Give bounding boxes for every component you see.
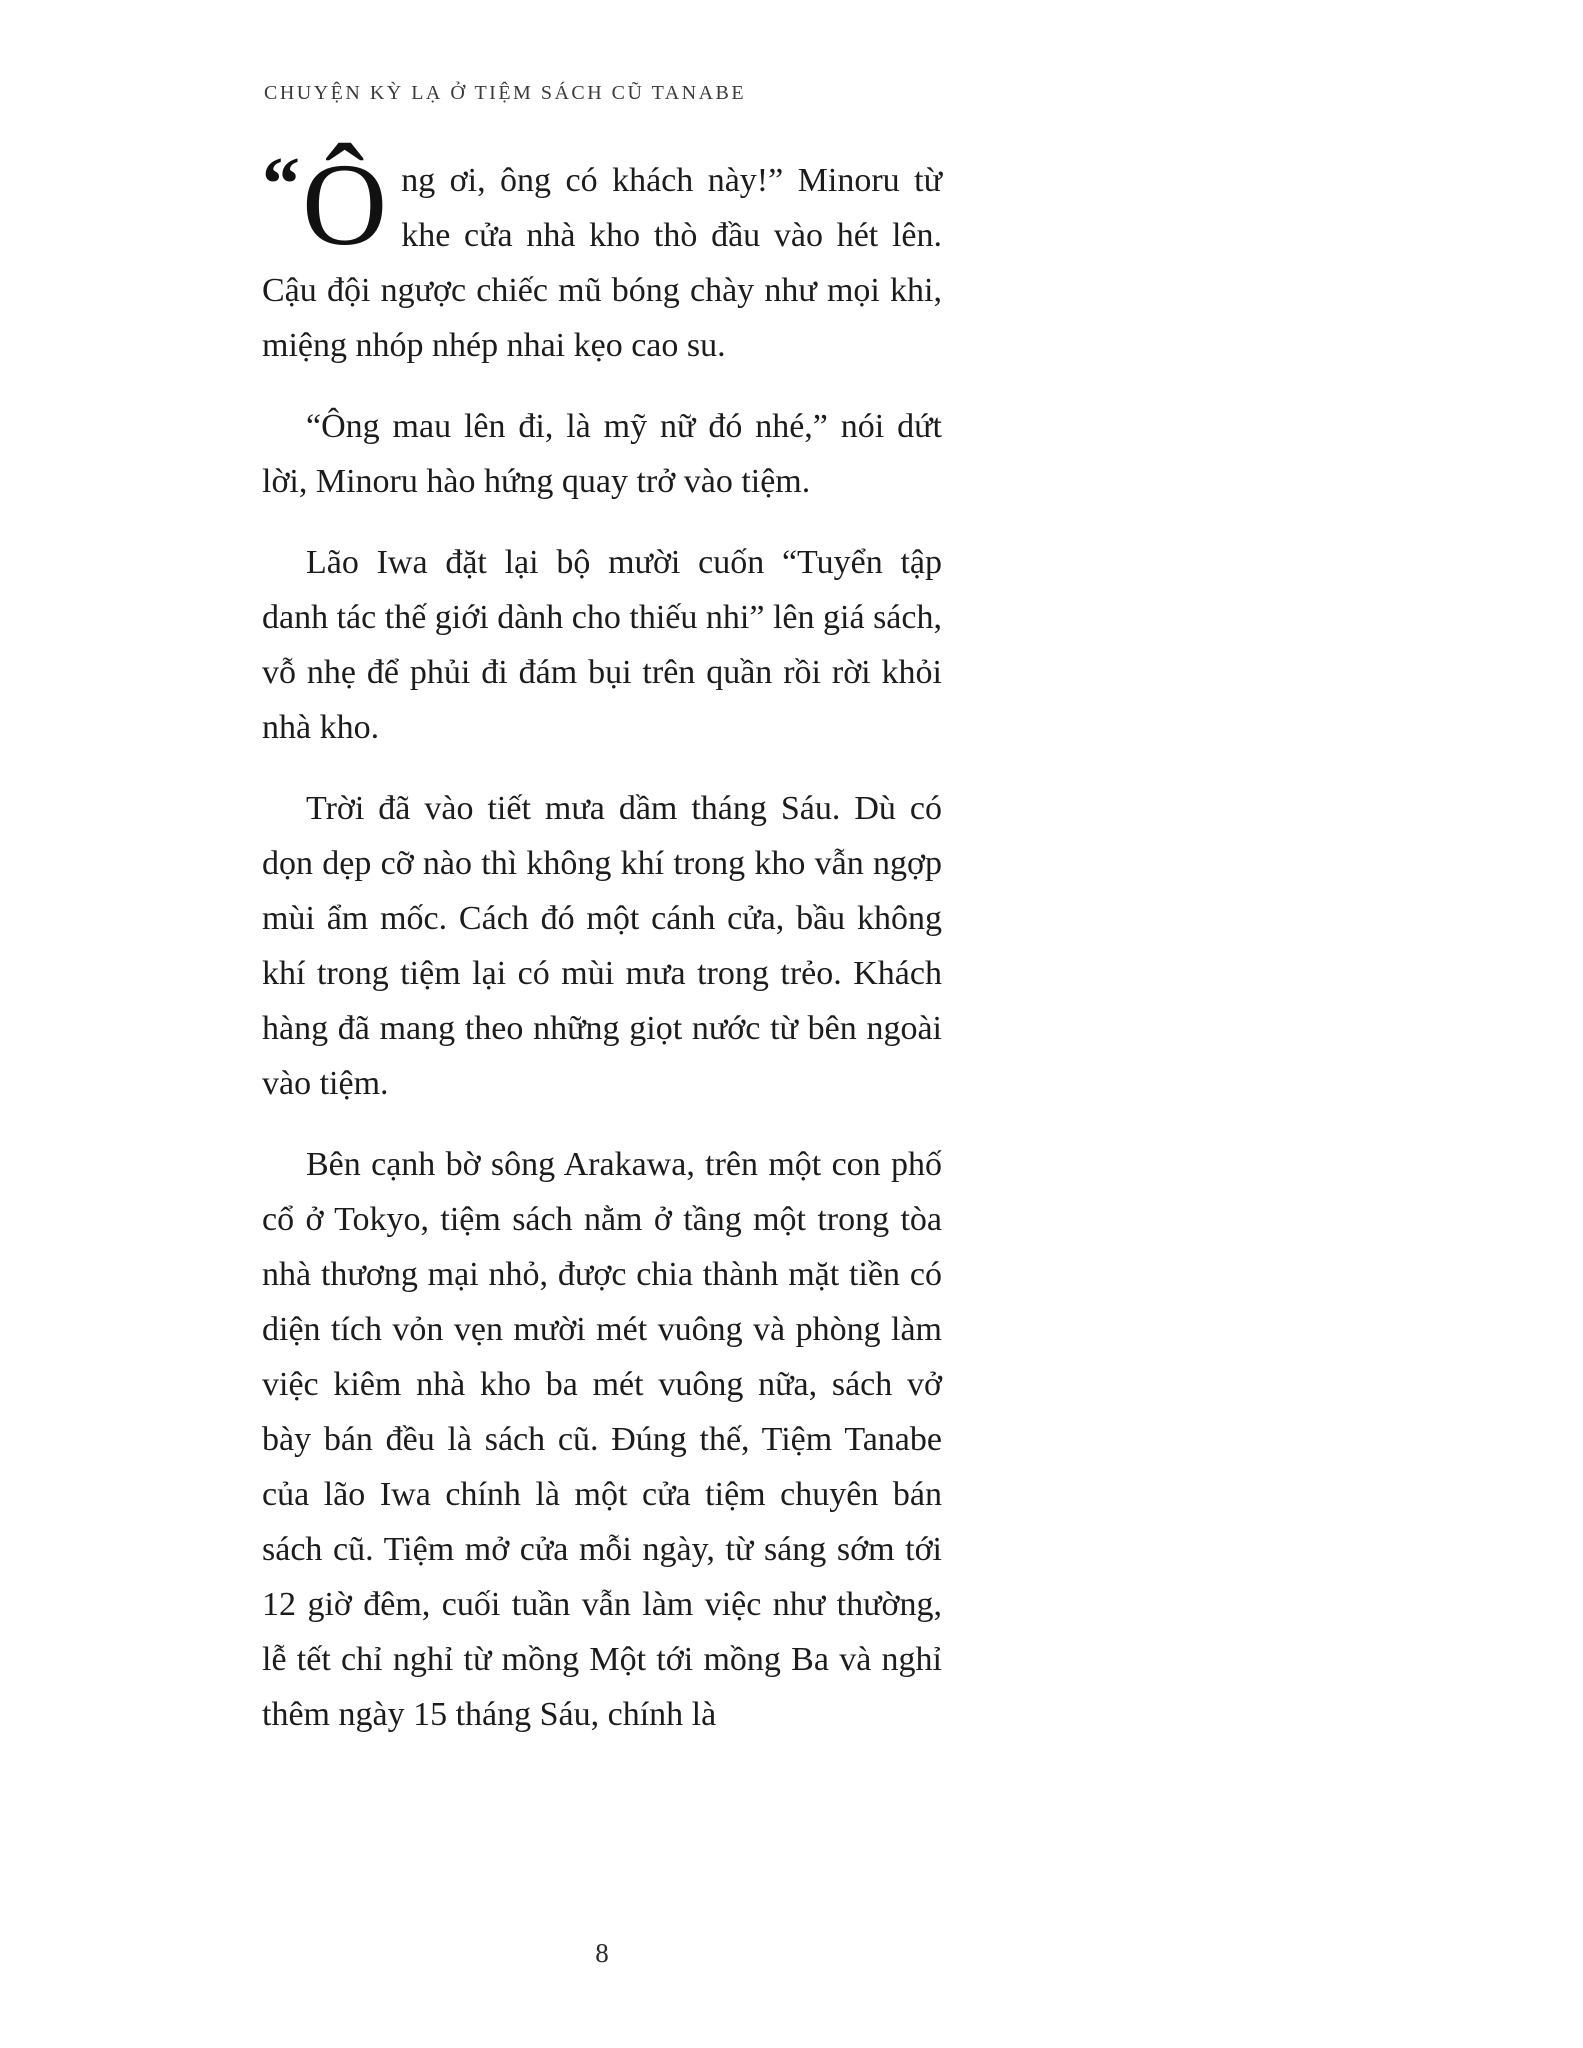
paragraph — [262, 139, 942, 373]
page-number: 8 — [595, 1938, 609, 1968]
text-block — [262, 82, 942, 1768]
paragraph-text: ng ơi, ông có khách này!” Minoru từ khe cửa nhà kho thò đầu vào hét lên. Cậu đội ngược chiếc mũ bóng chày như mọi khi, miệng nhóp nhép nhai kẹo cao su. — [262, 162, 942, 364]
paragraph: Bên cạnh bờ sông Arakawa, trên một con phố cổ ở Tokyo, tiệm sách nằm ở tầng một trong tòa nhà thương mại nhỏ, được chia thành mặt tiền có diện tích vỏn vẹn mười mét vuông và phòng làm việc kiêm nhà kho ba mét vuông nữa, sách vở bày bán đều là sách cũ. Đúng thế, Tiệm Tanabe của lão Iwa chính là một cửa tiệm chuyên bán sách cũ. Tiệm mở cửa mỗi ngày, từ sáng sớm tới 12 giờ đêm, cuối tuần vẫn làm việc như thường, lễ tết chỉ nghỉ từ mồng Một tới mồng Ba và nghỉ thêm ngày 15 tháng Sáu, chính là — [262, 1146, 942, 1733]
body-text — [262, 139, 942, 1742]
running-head: CHUYỆN KỲ LẠ Ở TIỆM SÁCH CŨ TANABE — [264, 82, 747, 104]
paragraph: “Ông mau lên đi, là mỹ nữ đó nhé,” nói dứt lời, Minoru hào hứng quay trở vào tiệm. — [262, 408, 942, 500]
paragraph: Trời đã vào tiết mưa dầm tháng Sáu. Dù có dọn dẹp cỡ nào thì không khí trong kho vẫn ngợp mùi ẩm mốc. Cách đó một cánh cửa, bầu không khí trong tiệm lại có mùi mưa trong trẻo. Khách hàng đã mang theo những giọt nước từ bên ngoài vào tiệm. — [262, 790, 942, 1102]
paragraph: Lão Iwa đặt lại bộ mười cuốn “Tuyển tập danh tác thế giới dành cho thiếu nhi” lên giá sách, vỗ nhẹ để phủi đi đám bụi trên quần rồi rời khỏi nhà kho. — [262, 544, 942, 746]
opening-quote-mark: “ — [262, 142, 300, 226]
drop-cap-letter: Ô — [302, 139, 388, 270]
